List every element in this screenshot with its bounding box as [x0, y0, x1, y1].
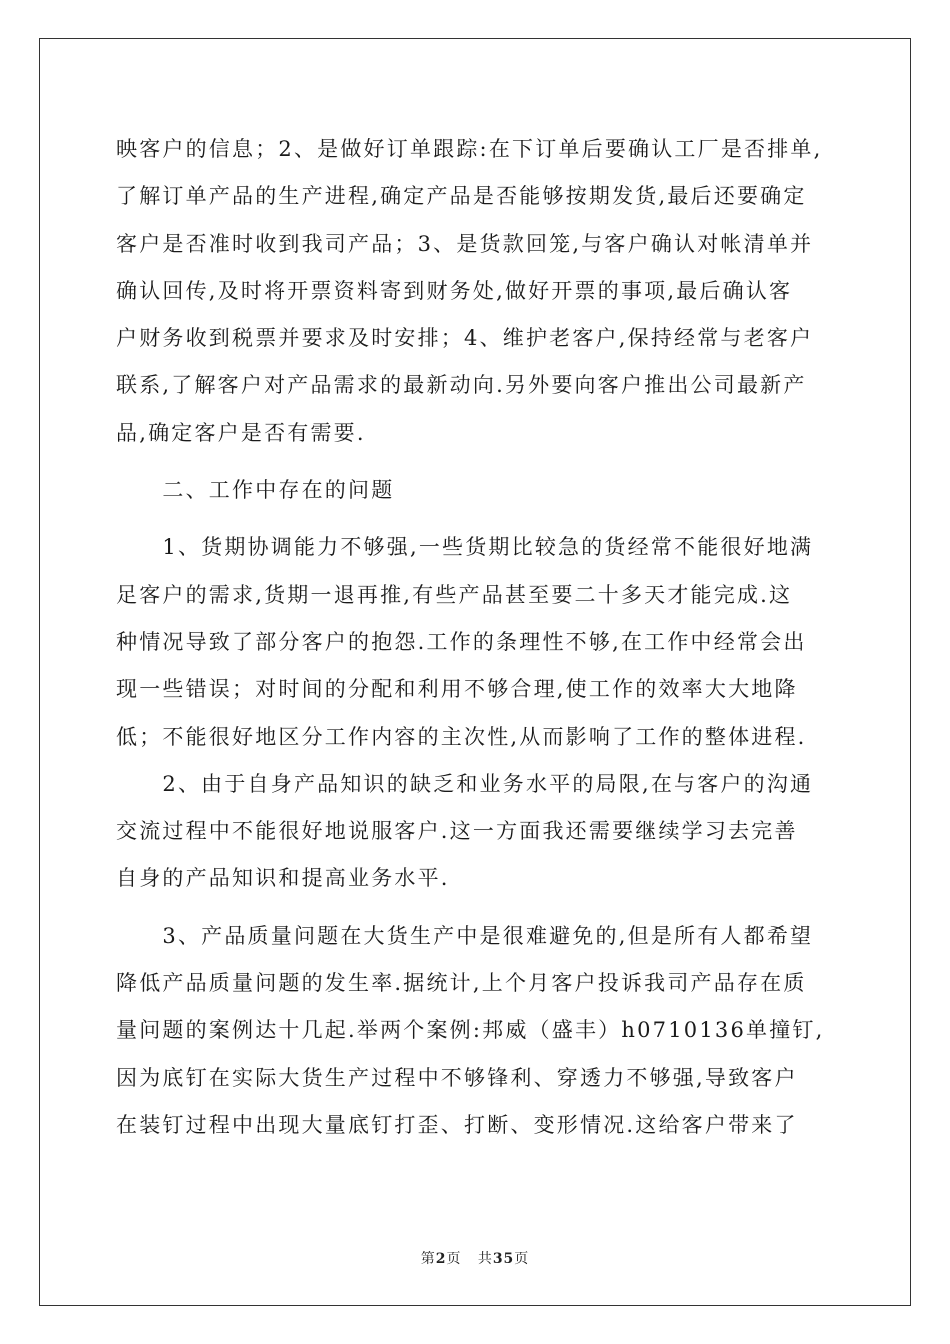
text-line: 联系,了解客户对产品需求的最新动向.另外要向客户推出公司最新产	[116, 373, 807, 398]
text-line: 映客户的信息；2、是做好订单跟踪:在下订单后要确认工厂是否排单,	[116, 137, 823, 161]
text-line: 3、产品质量问题在大货生产中是很难避免的,但是所有人都希望	[116, 923, 814, 948]
text-line: 2、由于自身产品知识的缺乏和业务水平的局限,在与客户的沟通	[116, 771, 814, 796]
text-line: 交流过程中不能很好地说服客户.这一方面我还需要继续学习去完善	[116, 819, 798, 844]
document-body	[116, 126, 838, 1149]
section-heading: 二、工作中存在的问题	[116, 478, 395, 503]
text-line: 了解订单产品的生产进程,确定产品是否能够按期发货,最后还要确定	[116, 184, 807, 209]
text-line: 确认回传,及时将开票资料寄到财务处,做好开票的事项,最后确认客	[116, 278, 793, 303]
footer-total-suffix: 页	[514, 1251, 530, 1267]
text-line: 客户是否准时收到我司产品；3、是货款回笼,与客户确认对帐清单并	[116, 231, 814, 256]
text-line: 自身的产品知识和提高业务水平.	[116, 866, 450, 891]
text-line: 种情况导致了部分客户的抱怨.工作的条理性不够,在工作中经常会出	[116, 629, 807, 654]
page-footer	[0, 1248, 950, 1268]
text-line: 足客户的需求,货期一退再推,有些产品甚至要二十多天才能完成.这	[116, 582, 793, 607]
footer-total-prefix: 共	[477, 1251, 493, 1267]
footer-page-suffix: 页	[446, 1251, 462, 1267]
text-line: 在装钉过程中出现大量底钉打歪、打断、变形情况.这给客户带来了	[116, 1112, 798, 1137]
text-line: 因为底钉在实际大货生产过程中不够锋利、穿透力不够强,导致客户	[116, 1065, 798, 1090]
total-pages: 35	[492, 1251, 515, 1267]
text-line: 户财务收到税票并要求及时安排；4、维护老客户,保持经常与老客户	[116, 326, 814, 351]
text-line: 降低产品质量问题的发生率.据统计,上个月客户投诉我司产品存在质	[116, 971, 807, 996]
text-line: 品,确定客户是否有需要.	[116, 420, 366, 445]
text-line: 低；不能很好地区分工作内容的主次性,从而影响了工作的整体进程.	[116, 724, 807, 749]
text-line: 1、货期协调能力不够强,一些货期比较急的货经常不能很好地满	[116, 535, 814, 560]
page-number: 2	[435, 1251, 447, 1267]
text-line: 现一些错误；对时间的分配和利用不够合理,使工作的效率大大地降	[116, 677, 798, 702]
text-line: 量问题的案例达十几起.举两个案例:邦威（盛丰）h0710136单撞钉,	[116, 1018, 825, 1043]
footer-prefix: 第	[420, 1251, 436, 1267]
